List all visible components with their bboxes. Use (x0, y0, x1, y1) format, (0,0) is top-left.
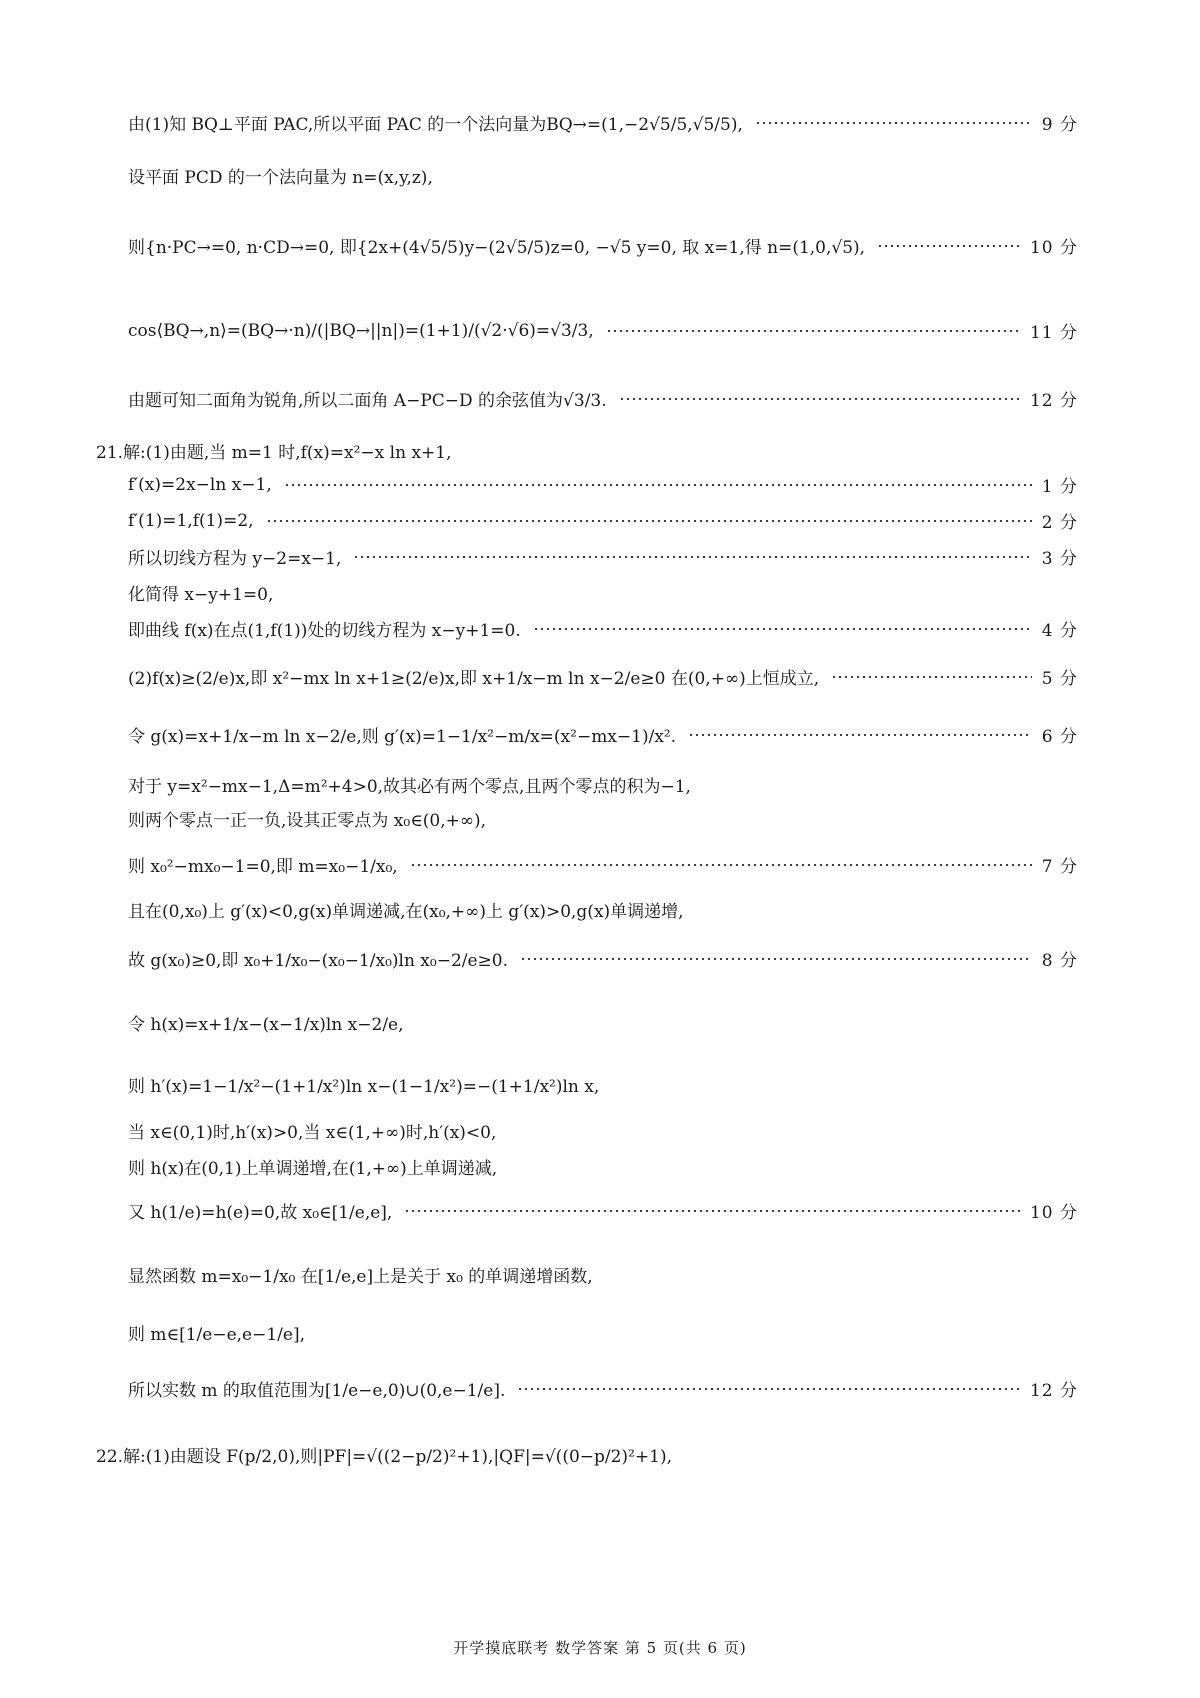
solution-line (128, 386, 1078, 411)
solution-text: 由题可知二面角为锐角,所以二面角 A−PC−D 的余弦值为√3/3. (128, 391, 607, 411)
solution-text: (2)f(x)≥(2/e)x,即 x²−mx ln x+1≥(2/e)x,即 x+1/x−m ln x−2/e≥0 在(0,+∞)上恒成立, (128, 669, 820, 689)
score-mark: 10 分 (1029, 238, 1078, 258)
solution-line (128, 852, 1078, 877)
solution-text: 令 g(x)=x+1/x−m ln x−2/e,则 g′(x)=1−1/x²−m/x=(x²−mx−1)/x². (128, 727, 677, 747)
dot-leader (410, 864, 1032, 866)
solution-text: 设平面 PCD 的一个法向量为 n=(x,y,z), (128, 168, 433, 188)
solution-line (128, 508, 1078, 533)
solution-text: 当 x∈(0,1)时,h′(x)>0,当 x∈(1,+∞)时,h′(x)<0, (128, 1123, 497, 1143)
solution-line (128, 1262, 1078, 1287)
dot-leader (877, 245, 1020, 247)
solution-text: 21.解:(1)由题,当 m=1 时,f(x)=x²−x ln x+1, (96, 443, 452, 463)
solution-line (128, 318, 1078, 343)
solution-line (128, 664, 1078, 689)
dot-leader (533, 628, 1032, 630)
score-mark: 6 分 (1041, 727, 1078, 747)
solution-line (128, 772, 1078, 797)
problem-22-heading (96, 1442, 1078, 1467)
solution-line (128, 1010, 1078, 1035)
dot-leader (284, 484, 1032, 486)
solution-text: 令 h(x)=x+1/x−(x−1/x)ln x−2/e, (128, 1015, 404, 1035)
dot-leader (688, 734, 1032, 736)
dot-leader (266, 520, 1032, 522)
solution-line (128, 1072, 1078, 1097)
solution-text: f′(1)=1,f(1)=2, (128, 510, 254, 531)
solution-text: 则{n·PC→=0, n·CD→=0, 即{2x+(4√5/5)y−(2√5/5)z=0, −√5 y=0, 取 x=1,得 n=(1,0,√5), (128, 238, 866, 258)
score-mark: 5 分 (1041, 669, 1078, 689)
solution-text: 则 h′(x)=1−1/x²−(1+1/x²)ln x−(1−1/x²)=−(1+1/x²)ln x, (128, 1077, 600, 1097)
solution-text: 所以切线方程为 y−2=x−1, (128, 549, 342, 569)
score-mark: 1 分 (1041, 477, 1078, 497)
dot-leader (404, 1210, 1020, 1212)
solution-text: 显然函数 m=x₀−1/x₀ 在[1/e,e]上是关于 x₀ 的单调递增函数, (128, 1267, 593, 1287)
problem-21-heading (96, 438, 1078, 463)
solution-line (128, 1198, 1078, 1223)
solution-line (128, 946, 1078, 971)
score-mark: 3 分 (1041, 549, 1078, 569)
solution-text: f′(x)=2x−ln x−1, (128, 474, 272, 495)
score-mark: 2 分 (1041, 513, 1078, 533)
dot-leader (606, 330, 1020, 332)
solution-text: 对于 y=x²−mx−1,Δ=m²+4>0,故其必有两个零点,且两个零点的积为−1, (128, 777, 691, 797)
solution-line (128, 233, 1078, 258)
solution-line (128, 897, 1078, 922)
dot-leader (831, 676, 1032, 678)
solution-line (128, 1376, 1078, 1401)
dot-leader (353, 556, 1031, 558)
solution-text: 即曲线 f(x)在点(1,f(1))处的切线方程为 x−y+1=0. (128, 621, 521, 641)
solution-text: 又 h(1/e)=h(e)=0,故 x₀∈[1/e,e], (128, 1203, 393, 1223)
solution-text: 化简得 x−y+1=0, (128, 585, 274, 605)
score-mark: 7 分 (1041, 857, 1078, 877)
solution-line (128, 806, 1078, 831)
dot-leader (520, 958, 1032, 960)
dot-leader (517, 1388, 1020, 1390)
solution-line (128, 544, 1078, 569)
score-mark: 11 分 (1029, 323, 1078, 343)
score-mark: 8 分 (1041, 951, 1078, 971)
score-mark: 12 分 (1029, 1381, 1078, 1401)
solution-text: cos⟨BQ→,n⟩=(BQ→·n)/(|BQ→||n|)=(1+1)/(√2·√6)=√3/3, (128, 320, 594, 341)
solution-line (128, 722, 1078, 747)
solution-line (128, 1320, 1078, 1345)
solution-text: 则 x₀²−mx₀−1=0,即 m=x₀−1/x₀, (128, 857, 398, 877)
solution-line (128, 1154, 1078, 1179)
score-mark: 9 分 (1041, 115, 1078, 135)
solution-text: 所以实数 m 的取值范围为[1/e−e,0)∪(0,e−1/e]. (128, 1381, 506, 1401)
solution-text: 则 h(x)在(0,1)上单调递增,在(1,+∞)上单调递减, (128, 1159, 498, 1179)
solution-text: 且在(0,x₀)上 g′(x)<0,g(x)单调递减,在(x₀,+∞)上 g′(x)>0,g(x)单调递增, (128, 902, 684, 922)
solution-line (128, 580, 1078, 605)
score-mark: 12 分 (1029, 391, 1078, 411)
score-mark: 4 分 (1041, 621, 1078, 641)
solution-text: 则两个零点一正一负,设其正零点为 x₀∈(0,+∞), (128, 811, 487, 831)
solution-text: 22.解:(1)由题设 F(p/2,0),则|PF|=√((2−p/2)²+1),|QF|=√((0−p/2)²+1), (96, 1447, 672, 1467)
solution-line (128, 1118, 1078, 1143)
solution-line (128, 472, 1078, 497)
solution-text: 故 g(x₀)≥0,即 x₀+1/x₀−(x₀−1/x₀)ln x₀−2/e≥0. (128, 951, 509, 971)
solution-text: 则 m∈[1/e−e,e−1/e], (128, 1325, 305, 1345)
solution-line (128, 616, 1078, 641)
solution-line (128, 163, 1078, 188)
score-mark: 10 分 (1029, 1203, 1078, 1223)
solution-line (128, 110, 1078, 135)
solution-text: 由(1)知 BQ⊥平面 PAC,所以平面 PAC 的一个法向量为BQ→=(1,−2√5/5,√5/5), (128, 115, 743, 135)
dot-leader (755, 122, 1032, 124)
dot-leader (619, 398, 1020, 400)
page-footer: 开学摸底联考 数学答案 第 5 页(共 6 页) (453, 1639, 747, 1657)
